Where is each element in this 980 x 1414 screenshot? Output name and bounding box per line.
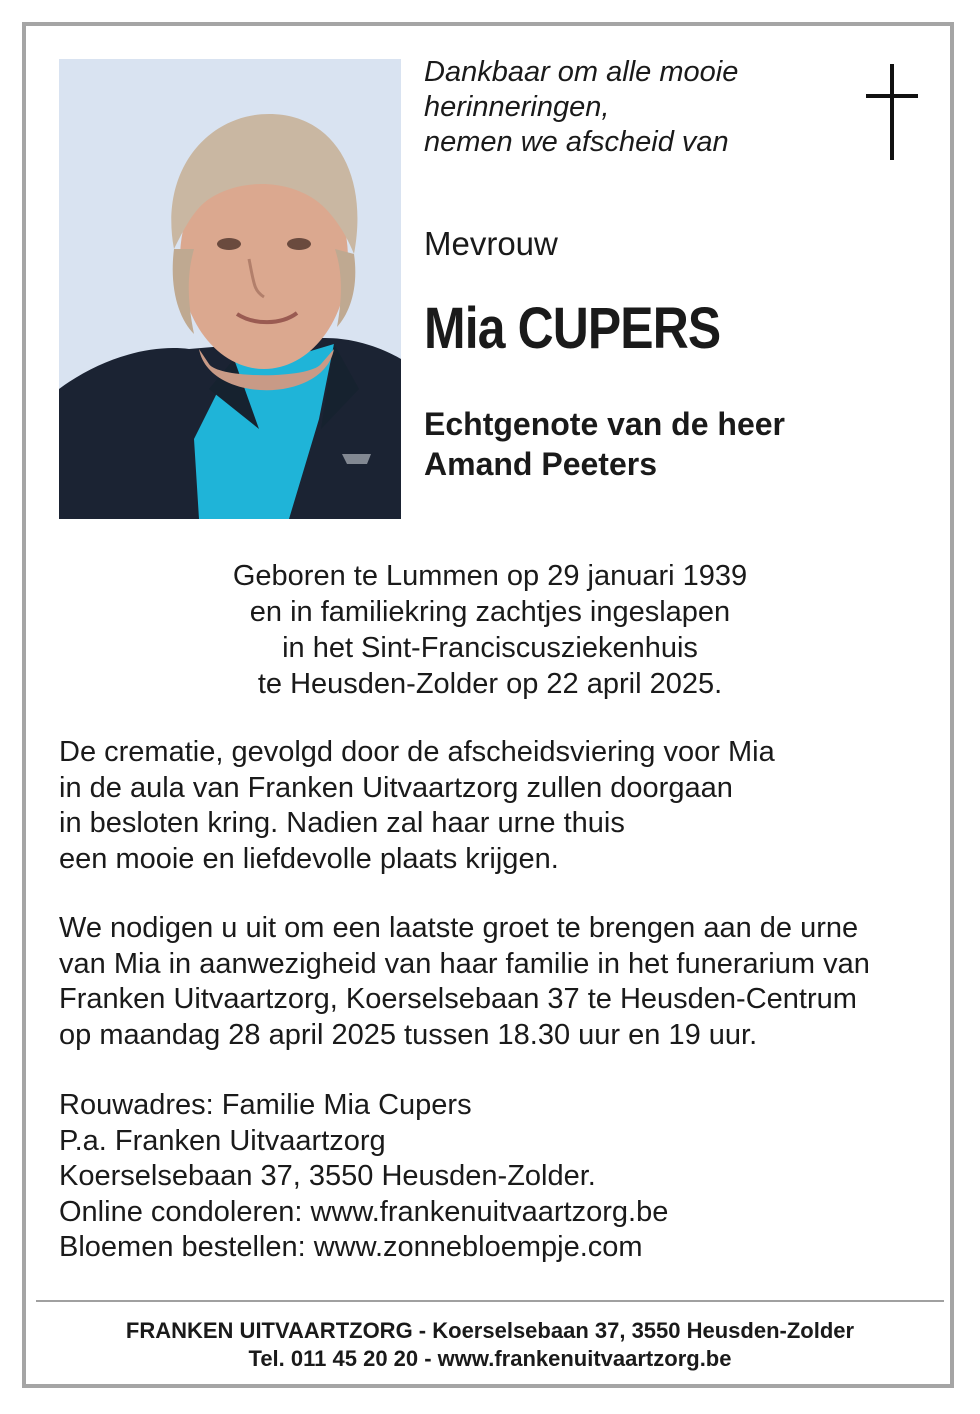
- invitation-line: We nodigen u uit om een laatste groet te brengen aan de urne: [59, 912, 859, 944]
- cross-icon: [864, 64, 920, 160]
- intro-line: herinneringen,: [424, 91, 610, 123]
- birth-line: en in familiekring zachtjes ingeslapen: [249, 596, 731, 628]
- address-line: Koerselsebaan 37, 3550 Heusden-Zolder.: [59, 1160, 596, 1192]
- spouse-line: Amand Peeters: [424, 446, 657, 482]
- spouse-line: Echtgenote van de heer: [424, 406, 785, 442]
- cremation-line: in de aula van Franken Uitvaartzorg zullen doorgaan: [59, 771, 733, 804]
- invitation-line: op maandag 28 april 2025 tussen 18.30 uur en 19 uur.: [59, 1018, 758, 1051]
- address-line: Rouwadres: Familie Mia Cupers: [59, 1089, 472, 1121]
- birth-line: Geboren te Lummen op 29 januari 1939: [232, 560, 748, 592]
- footer-line: FRANKEN UITVAARTZORG - Koerselsebaan 37, 3550 Heusden-Zolder: [125, 1318, 855, 1343]
- spouse-text: [424, 404, 785, 484]
- cremation-line: in besloten kring. Nadien zal haar urne thuis: [59, 807, 625, 839]
- footer-divider: [36, 1300, 944, 1302]
- birth-text: [59, 558, 921, 702]
- cremation-line: De crematie, gevolgd door de afscheidsviering voor Mia: [59, 736, 775, 768]
- footer-line: Tel. 011 45 20 20 - www.frankenuitvaartzorg.be: [248, 1346, 732, 1371]
- invitation-line: van Mia in aanwezigheid van haar familie in het funerarium van: [59, 947, 870, 980]
- deceased-name: Mia CUPERS: [424, 296, 721, 361]
- invitation-paragraph: [59, 911, 959, 1053]
- salutation: Mevrouw: [424, 225, 558, 262]
- intro-text: [424, 55, 844, 160]
- birth-line: in het Sint-Franciscusziekenhuis: [282, 632, 698, 664]
- intro-line: nemen we afscheid van: [424, 126, 729, 158]
- address-line: Online condoleren: www.frankenuitvaartzorg.be: [59, 1195, 669, 1228]
- address-line: Bloemen bestellen: www.zonnebloempje.com: [59, 1231, 643, 1263]
- footer: [36, 1317, 944, 1373]
- address-paragraph: [59, 1088, 959, 1266]
- address-line: P.a. Franken Uitvaartzorg: [59, 1124, 386, 1157]
- portrait-photo: [59, 59, 401, 519]
- cremation-paragraph: [59, 735, 959, 877]
- birth-line: te Heusden-Zolder op 22 april 2025.: [257, 668, 723, 700]
- invitation-line: Franken Uitvaartzorg, Koerselsebaan 37 te Heusden-Centrum: [59, 983, 857, 1015]
- intro-line: Dankbaar om alle mooie: [424, 56, 739, 88]
- cremation-line: een mooie en liefdevolle plaats krijgen.: [59, 842, 559, 875]
